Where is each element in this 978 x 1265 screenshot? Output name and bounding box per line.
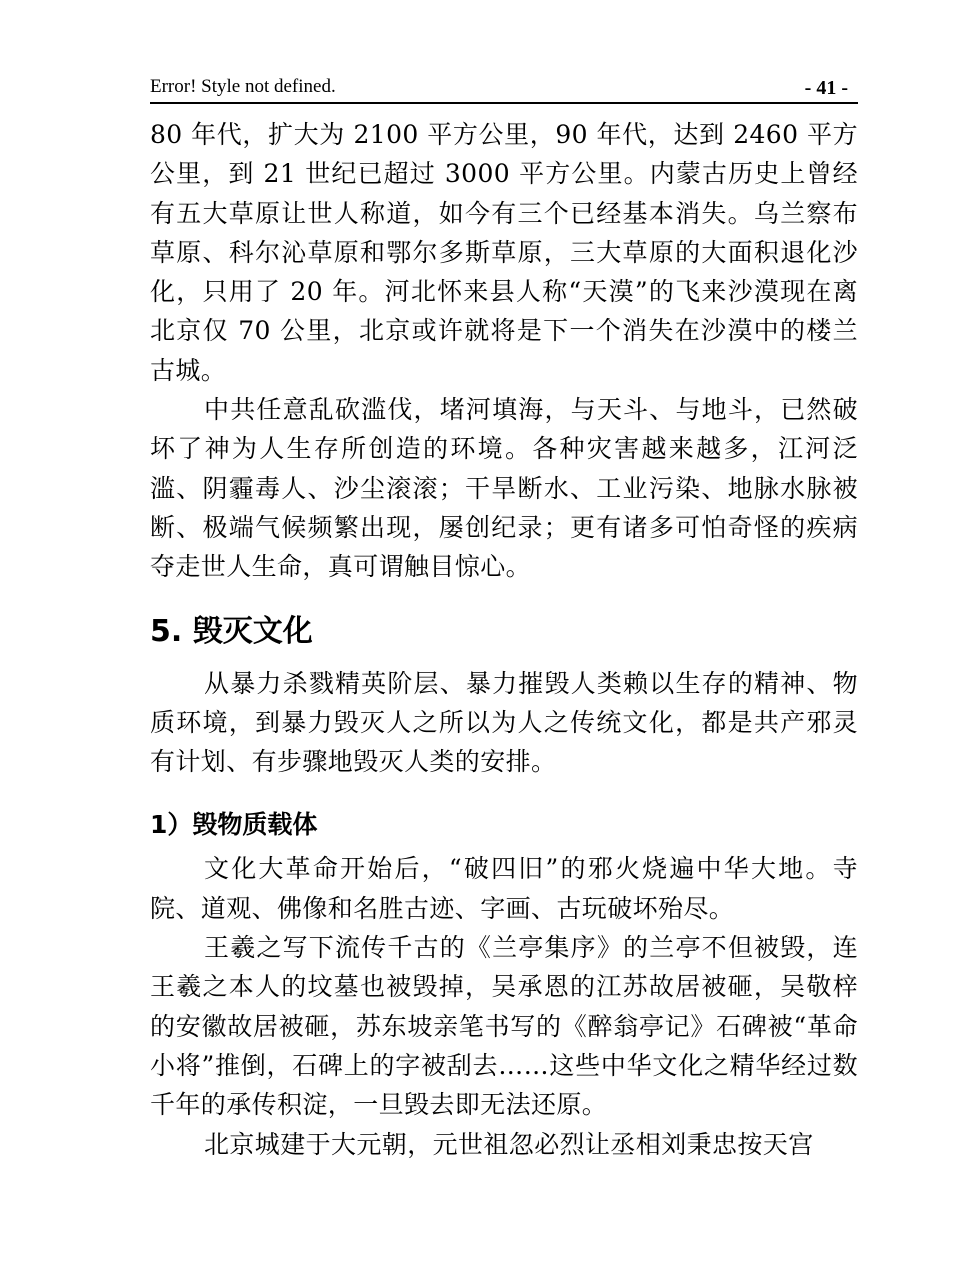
paragraph-environment-destruction: 中共任意乱砍滥伐，堵河填海，与天斗、与地斗，已然破坏了神为人生存所创造的环境。各种灾害越来越多，江河泛滥、阴霾毒人、沙尘滚滚；干旱断水、工业污染、地脉水脉被断、极端气候频繁出现，屡创纪录；更有诸多可怕奇怪的疾病夺走世人生命，真可谓触目惊心。 [150,395,858,582]
page-body [150,115,858,1164]
paragraph-four-olds: 文化大革命开始后，“破四旧”的邪火烧遍中华大地。寺院、道观、佛像和名胜古迹、字画、古玩破坏殆尽。 [150,854,858,923]
paragraph-desertification: 80 年代，扩大为 2100 平方公里，90 年代，达到 2460 平方公里，到 21 世纪已超过 3000 平方公里。内蒙古历史上曾经有五大草原让世人称道，如今有三个已经基本消失。乌兰察布草原、科尔沁草原和鄂尔多斯草原，三大草原的大面积退化沙化，只用了 20 年。河北怀来县人称“天漠”的飞来沙漠现在离北京仅 70 公里，北京或许就将是下一个消失在沙漠中的楼兰古城。 [150,120,858,385]
paragraph-heritage-destroyed: 王羲之写下流传千古的《兰亭集序》的兰亭不但被毁，连王羲之本人的坟墓也被毁掉，吴承恩的江苏故居被砸，吴敬梓的安徽故居被砸，苏东坡亲笔书写的《醉翁亭记》石碑被“革命小将”推倒，石碑上的字被刮去……这些中华文化之精华经过数千年的承传积淀，一旦毁去即无法还原。 [150,933,858,1120]
paragraph-beijing-city: 北京城建于大元朝，元世祖忽必烈让丞相刘秉忠按天宫 [204,1129,814,1159]
page-header [150,74,858,104]
section-heading: 5. 毁灭文化 [150,613,313,649]
page-number: - 41 - [804,77,848,99]
subsection-heading: 1）毁物质载体 [150,810,318,840]
paragraph-culture-intro: 从暴力杀戮精英阶层、暴力摧毁人类赖以生存的精神、物质环境，到暴力毁灭人之所以为人之传统文化，都是共产邪灵有计划、有步骤地毁灭人类的安排。 [150,668,858,777]
running-title: Error! Style not defined. [150,76,336,97]
